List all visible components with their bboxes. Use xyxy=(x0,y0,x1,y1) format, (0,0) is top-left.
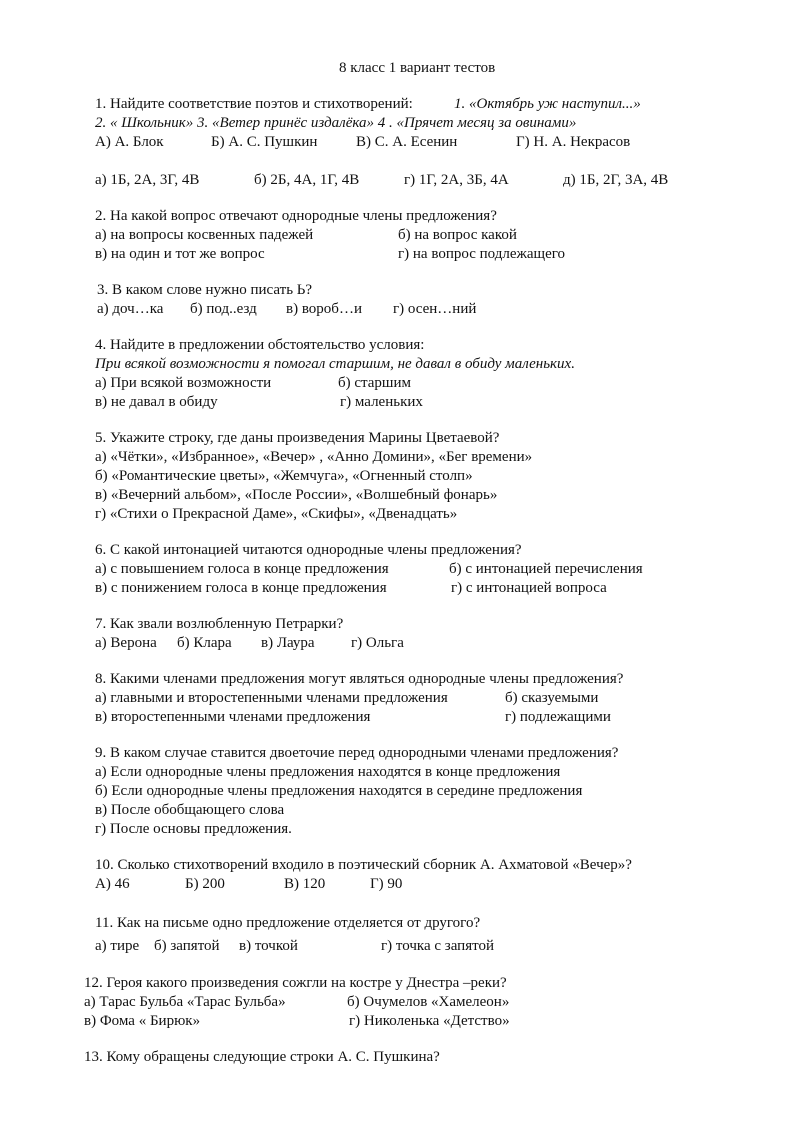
q6-option-a: а) с повышением голоса в конце предложения xyxy=(95,561,389,577)
q8-question: 8. Какими членами предложения могут являться однородные члены предложения? xyxy=(95,671,624,687)
q8-option-b: б) сказуемыми xyxy=(505,690,599,706)
q6-option-c: в) с понижением голоса в конце предложения xyxy=(95,580,387,596)
q3-option-b: б) под..езд xyxy=(190,301,257,317)
q12-question: 12. Героя какого произведения сожгли на костре у Днестра –реки? xyxy=(84,975,507,991)
q1-poems-line: 2. « Школьник» 3. «Ветер принёс издалёка» 4 . «Прячет месяц за овинами» xyxy=(95,115,577,131)
q11-option-c: в) точкой xyxy=(239,938,298,954)
q2-option-b: б) на вопрос какой xyxy=(398,227,517,243)
q1-answer-c: г) 1Г, 2А, 3Б, 4А xyxy=(404,172,509,188)
q3-option-c: в) вороб…и xyxy=(286,301,362,317)
q5-option-b: б) «Романтические цветы», «Жемчуга», «Огненный столп» xyxy=(95,468,473,484)
q9-question: 9. В каком случае ставится двоеточие перед однородными членами предложения? xyxy=(95,745,619,761)
q4-option-a: а) При всякой возможности xyxy=(95,375,272,391)
q1-poet-c: В) С. А. Есенин xyxy=(356,134,458,150)
q7-option-b: б) Клара xyxy=(177,635,232,651)
q8-option-a: а) главными и второстепенными членами предложения xyxy=(95,690,448,706)
q7-option-d: г) Ольга xyxy=(351,635,404,651)
q2-option-d: г) на вопрос подлежащего xyxy=(398,246,565,262)
q5-question: 5. Укажите строку, где даны произведения Марины Цветаевой? xyxy=(95,430,500,446)
q11-question: 11. Как на письме одно предложение отделяется от другого? xyxy=(95,915,481,931)
q12-option-d: г) Николенька «Детство» xyxy=(349,1013,510,1029)
q4-question: 4. Найдите в предложении обстоятельство условия: xyxy=(95,337,425,353)
q1-poem-1: 1. «Октябрь уж наступил...» xyxy=(454,96,641,112)
q1-answer-d: д) 1Б, 2Г, 3А, 4В xyxy=(563,172,669,188)
q10-question: 10. Сколько стихотворений входило в поэтический сборник А. Ахматовой «Вечер»? xyxy=(95,857,632,873)
q1-answer-a: а) 1Б, 2А, 3Г, 4В xyxy=(95,172,200,188)
q9-option-d: г) После основы предложения. xyxy=(95,821,292,837)
q10-option-c: В) 120 xyxy=(284,876,326,892)
q2-option-a: а) на вопросы косвенных падежей xyxy=(95,227,314,243)
q12-option-c: в) Фома « Бирюк» xyxy=(84,1013,201,1029)
q6-question: 6. С какой интонацией читаются однородные члены предложения? xyxy=(95,542,522,558)
q3-question: 3. В каком слове нужно писать Ь? xyxy=(97,282,313,298)
q6-option-b: б) с интонацией перечисления xyxy=(449,561,643,577)
q8-option-d: г) подлежащими xyxy=(505,709,611,725)
q4-option-c: в) не давал в обиду xyxy=(95,394,218,410)
q1-question: 1. Найдите соответствие поэтов и стихотворений: xyxy=(95,96,413,112)
q7-question: 7. Как звали возлюбленную Петрарки? xyxy=(95,616,344,632)
q5-option-d: г) «Стихи о Прекрасной Даме», «Скифы», «Двенадцать» xyxy=(95,506,458,522)
q7-option-c: в) Лаура xyxy=(261,635,315,651)
q3-option-d: г) осен…ний xyxy=(393,301,477,317)
q4-option-b: б) старшим xyxy=(338,375,412,391)
q10-option-d: Г) 90 xyxy=(370,876,403,892)
q12-option-a: а) Тарас Бульба «Тарас Бульба» xyxy=(84,994,286,1010)
q10-option-a: А) 46 xyxy=(95,876,130,892)
q1-answer-b: б) 2Б, 4А, 1Г, 4В xyxy=(254,172,360,188)
q7-option-a: а) Верона xyxy=(95,635,157,651)
q12-option-b: б) Очумелов «Хамелеон» xyxy=(347,994,510,1010)
q1-poet-a: А) А. Блок xyxy=(95,134,164,150)
q2-question: 2. На какой вопрос отвечают однородные члены предложения? xyxy=(95,208,497,224)
q11-option-b: б) запятой xyxy=(154,938,220,954)
q9-option-a: а) Если однородные члены предложения находятся в конце предложения xyxy=(95,764,561,780)
q11-option-a: а) тире xyxy=(95,938,140,954)
q8-option-c: в) второстепенными членами предложения xyxy=(95,709,371,725)
page-title: 8 класс 1 вариант тестов xyxy=(339,60,496,76)
q9-option-b: б) Если однородные члены предложения находятся в середине предложения xyxy=(95,783,583,799)
q1-poet-b: Б) А. С. Пушкин xyxy=(211,134,318,150)
q4-option-d: г) маленьких xyxy=(340,394,423,410)
q5-option-a: а) «Чётки», «Избранное», «Вечер» , «Анно Домини», «Бег времени» xyxy=(95,449,533,465)
q4-sentence: При всякой возможности я помогал старшим, не давал в обиду маленьких. xyxy=(95,356,575,372)
q9-option-c: в) После обобщающего слова xyxy=(95,802,285,818)
q10-option-b: Б) 200 xyxy=(185,876,225,892)
q11-option-d: г) точка с запятой xyxy=(381,938,494,954)
q6-option-d: г) с интонацией вопроса xyxy=(451,580,607,596)
q2-option-c: в) на один и тот же вопрос xyxy=(95,246,265,262)
q5-option-c: в) «Вечерний альбом», «После России», «Волшебный фонарь» xyxy=(95,487,498,503)
q1-poet-d: Г) Н. А. Некрасов xyxy=(516,134,631,150)
q13-question: 13. Кому обращены следующие строки А. С. Пушкина? xyxy=(84,1049,440,1065)
q3-option-a: а) доч…ка xyxy=(97,301,164,317)
